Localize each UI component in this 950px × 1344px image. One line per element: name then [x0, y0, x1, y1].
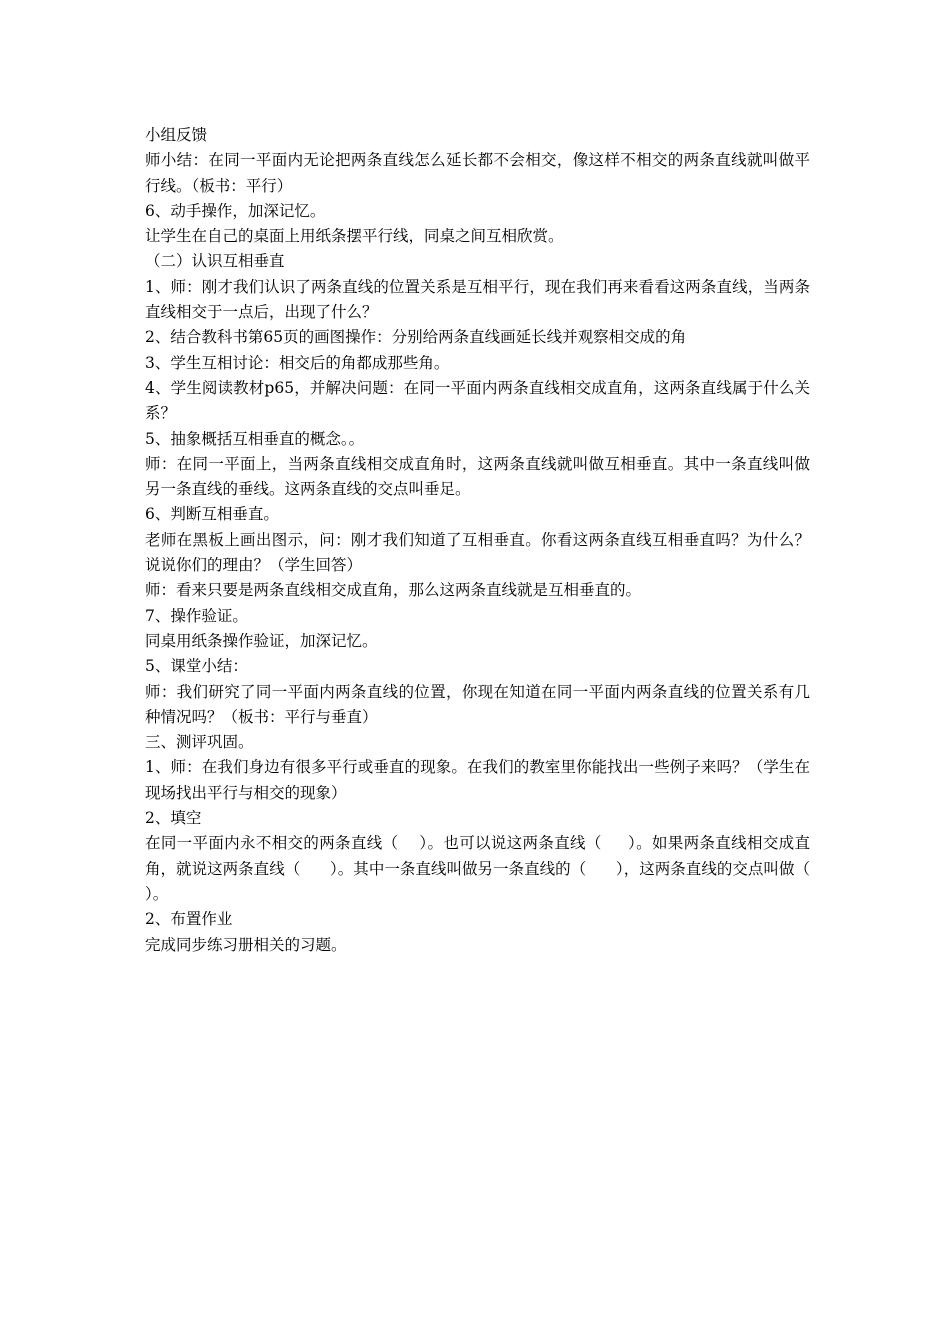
paragraph-fill-blank-text: 在同一平面内永不相交的两条直线（ ）。也可以说这两条直线（ ）。如果两条直线相交成直角，就说这两条直线（ ）。其中一条直线叫做另一条直线的（ ），这两条直线的交点叫做（ ）。 — [145, 834, 860, 903]
paragraph-step-2: 2、结合教科书第65页的画图操作：分别给两条直线画延长线并观察相交成的角 — [145, 328, 687, 347]
paragraph-class-summary: 5、课堂小结： — [145, 657, 248, 676]
paragraph-verify-strips: 同桌用纸条操作验证，加深记忆。 — [145, 631, 378, 650]
paragraph-definition-perpendicular: 师：在同一平面上，当两条直线相交成直角时，这两条直线就叫做互相垂直。其中一条直线叫做另一条直线的垂线。这两条直线的交点叫垂足。 — [145, 454, 810, 499]
paragraph-step-1: 1、师：刚才我们认识了两条直线的位置关系是互相平行，现在我们再来看看这两条直线，当两条直线相交于一点后，出现了什么？ — [145, 277, 810, 322]
paragraph-homework-text: 完成同步练习册相关的习题。 — [145, 935, 347, 954]
paragraph-teacher-conclusion: 师：看来只要是两条直线相交成直角，那么这两条直线就是互相垂直的。 — [145, 581, 642, 600]
paragraph-group-feedback: 小组反馈 — [145, 126, 208, 144]
paragraph-blackboard-question: 老师在黑板上画出图示，问：刚才我们知道了互相垂直。你看这两条直线互相垂直吗？为什么？说说你们的理由？（学生回答） — [145, 530, 810, 575]
section-heading-perpendicular: （二）认识互相垂直 — [145, 252, 285, 271]
paragraph-step-6-judge: 6、判断互相垂直。 — [145, 505, 279, 524]
paragraph-step-6-hands-on: 6、动手操作，加深记忆。 — [145, 201, 326, 220]
document-body — [145, 123, 860, 958]
paragraph-step-4: 4、学生阅读教材p65，并解决问题：在同一平面内两条直线相交成直角，这两条直线属于什么关系？ — [145, 378, 810, 423]
paragraph-teacher-research: 师：我们研究了同一平面内两条直线的位置，你现在知道在同一平面内两条直线的位置关系有几种情况吗？（板书：平行与垂直） — [145, 682, 810, 726]
paragraph-step-5: 5、抽象概括互相垂直的概念。。 — [145, 429, 365, 448]
section-heading-assessment: 三、测评巩固。 — [145, 733, 254, 752]
paragraph-teacher-summary-parallel: 师小结：在同一平面内无论把两条直线怎么延长都不会相交，像这样不相交的两条直线就叫做平行线。（板书：平行） — [145, 151, 810, 195]
paragraph-homework-heading: 2、布置作业 — [145, 910, 233, 929]
paragraph-step-3: 3、学生互相讨论：相交后的角都成那些角。 — [145, 353, 450, 372]
paragraph-examples: 1、师：在我们身边有很多平行或垂直的现象。在我们的教室里你能找出一些例子来吗？（学生在现场找出平行与相交的现象） — [145, 758, 810, 802]
paragraph-fill-blank-heading: 2、填空 — [145, 809, 202, 828]
paragraph-paper-strips: 让学生在自己的桌面上用纸条摆平行线，同桌之间互相欣赏。 — [145, 227, 564, 246]
paragraph-step-7: 7、操作验证。 — [145, 606, 248, 625]
